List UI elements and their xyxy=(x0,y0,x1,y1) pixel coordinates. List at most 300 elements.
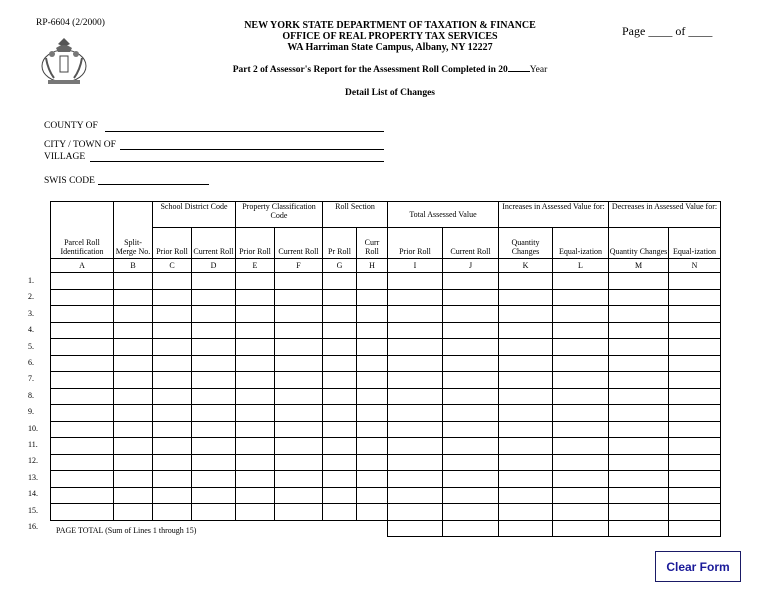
row-number: 1. xyxy=(28,276,34,285)
table-row xyxy=(51,438,721,455)
input-cell[interactable] xyxy=(153,471,192,488)
input-cell[interactable] xyxy=(51,355,114,372)
blank-cell xyxy=(192,520,236,537)
input-cell[interactable] xyxy=(388,438,443,455)
input-cell[interactable] xyxy=(499,388,553,405)
input-cell[interactable] xyxy=(609,388,669,405)
input-cell[interactable] xyxy=(388,504,443,521)
input-cell[interactable] xyxy=(388,355,443,372)
input-cell[interactable] xyxy=(236,421,275,438)
input-cell[interactable] xyxy=(114,487,153,504)
input-cell[interactable] xyxy=(51,273,114,290)
input-cell[interactable] xyxy=(236,273,275,290)
input-cell[interactable] xyxy=(357,289,388,306)
input-cell[interactable] xyxy=(553,372,609,389)
report-part-suffix: Year xyxy=(529,65,548,75)
input-cell[interactable] xyxy=(609,306,669,323)
input-cell[interactable] xyxy=(609,289,669,306)
input-cell[interactable] xyxy=(114,504,153,521)
table-row xyxy=(51,339,721,356)
col-b-header: Split-Merge No. xyxy=(114,202,153,259)
input-cell[interactable] xyxy=(153,355,192,372)
input-cell[interactable] xyxy=(192,405,236,422)
input-cell[interactable] xyxy=(192,471,236,488)
input-cell[interactable] xyxy=(323,273,357,290)
row-number: 6. xyxy=(28,358,34,367)
input-cell[interactable] xyxy=(443,405,499,422)
decreases-group: Decreases in Assessed Value for: xyxy=(609,202,721,228)
col-m-header: Quantity Changes xyxy=(609,228,669,259)
input-cell[interactable] xyxy=(192,289,236,306)
input-cell[interactable] xyxy=(443,273,499,290)
table-row xyxy=(51,421,721,438)
input-cell[interactable] xyxy=(669,355,721,372)
input-cell[interactable] xyxy=(323,355,357,372)
input-cell[interactable] xyxy=(609,372,669,389)
input-cell[interactable] xyxy=(388,372,443,389)
table-row xyxy=(51,289,721,306)
input-cell[interactable] xyxy=(236,471,275,488)
input-cell[interactable] xyxy=(275,355,323,372)
input-cell[interactable] xyxy=(499,372,553,389)
input-cell[interactable] xyxy=(51,471,114,488)
input-cell[interactable] xyxy=(357,438,388,455)
input-cell[interactable] xyxy=(499,471,553,488)
input-cell[interactable] xyxy=(114,372,153,389)
input-cell[interactable] xyxy=(323,339,357,356)
input-cell[interactable] xyxy=(153,306,192,323)
input-cell[interactable] xyxy=(192,421,236,438)
row-number: 4. xyxy=(28,325,34,335)
input-cell[interactable] xyxy=(192,388,236,405)
input-cell[interactable] xyxy=(669,273,721,290)
blank-cell xyxy=(357,520,388,537)
input-cell[interactable] xyxy=(236,388,275,405)
city-town-label: CITY / TOWN OF xyxy=(44,140,116,150)
input-cell[interactable] xyxy=(323,487,357,504)
input-cell[interactable] xyxy=(669,454,721,471)
row-number: 14. xyxy=(28,489,38,499)
input-cell[interactable] xyxy=(192,487,236,504)
input-cell[interactable] xyxy=(153,504,192,521)
input-cell[interactable] xyxy=(153,421,192,438)
input-cell[interactable] xyxy=(388,388,443,405)
input-cell[interactable] xyxy=(51,372,114,389)
input-cell[interactable] xyxy=(153,273,192,290)
input-cell[interactable] xyxy=(153,289,192,306)
village-field[interactable] xyxy=(90,161,384,162)
col-d-header: Current Roll xyxy=(192,228,236,259)
column-letter: N xyxy=(669,259,721,273)
input-cell[interactable] xyxy=(609,504,669,521)
col-c-header: Prior Roll xyxy=(153,228,192,259)
input-cell[interactable] xyxy=(388,306,443,323)
input-cell[interactable] xyxy=(275,306,323,323)
input-cell[interactable] xyxy=(51,487,114,504)
input-cell[interactable] xyxy=(669,388,721,405)
roll-section-group: Roll Section xyxy=(323,202,388,228)
input-cell[interactable] xyxy=(388,421,443,438)
input-cell[interactable] xyxy=(443,388,499,405)
column-letter: B xyxy=(114,259,153,273)
table-row xyxy=(51,388,721,405)
column-letter: I xyxy=(388,259,443,273)
header-address: WA Harriman State Campus, Albany, NY 12227 xyxy=(287,42,493,53)
input-cell[interactable] xyxy=(443,487,499,504)
input-cell[interactable] xyxy=(388,487,443,504)
input-cell[interactable] xyxy=(499,322,553,339)
input-cell[interactable] xyxy=(553,289,609,306)
data-rows xyxy=(51,273,721,537)
input-cell[interactable] xyxy=(553,306,609,323)
input-cell[interactable] xyxy=(192,322,236,339)
col-l-header: Equal-ization xyxy=(553,228,609,259)
input-cell[interactable] xyxy=(609,322,669,339)
input-cell[interactable] xyxy=(669,471,721,488)
column-letter-row xyxy=(51,259,721,273)
input-cell[interactable] xyxy=(669,405,721,422)
input-cell[interactable] xyxy=(443,438,499,455)
input-cell[interactable] xyxy=(388,471,443,488)
row-number: 15. xyxy=(28,505,38,515)
input-cell[interactable] xyxy=(357,273,388,290)
input-cell[interactable] xyxy=(553,504,609,521)
input-cell[interactable] xyxy=(609,339,669,356)
city-town-field[interactable] xyxy=(120,149,384,150)
input-cell[interactable] xyxy=(609,421,669,438)
input-cell[interactable] xyxy=(275,487,323,504)
input-cell[interactable] xyxy=(499,289,553,306)
input-cell[interactable] xyxy=(323,372,357,389)
input-cell[interactable] xyxy=(323,438,357,455)
page-total-cell[interactable] xyxy=(499,520,553,537)
input-cell[interactable] xyxy=(236,504,275,521)
col-g-header: Pr Roll xyxy=(323,228,357,259)
input-cell[interactable] xyxy=(443,306,499,323)
input-cell[interactable] xyxy=(357,504,388,521)
input-cell[interactable] xyxy=(323,504,357,521)
input-cell[interactable] xyxy=(236,306,275,323)
input-cell[interactable] xyxy=(609,487,669,504)
row-number: 9. xyxy=(28,407,34,417)
input-cell[interactable] xyxy=(114,273,153,290)
input-cell[interactable] xyxy=(192,273,236,290)
col-k-header: Quantity Changes xyxy=(499,228,553,259)
input-cell[interactable] xyxy=(236,355,275,372)
county-field[interactable] xyxy=(105,131,384,132)
input-cell[interactable] xyxy=(236,372,275,389)
input-cell[interactable] xyxy=(443,372,499,389)
report-part-title xyxy=(200,65,580,75)
input-cell[interactable] xyxy=(609,273,669,290)
input-cell[interactable] xyxy=(553,454,609,471)
column-letter: K xyxy=(499,259,553,273)
input-cell[interactable] xyxy=(275,438,323,455)
input-cell[interactable] xyxy=(357,306,388,323)
input-cell[interactable] xyxy=(51,504,114,521)
input-cell[interactable] xyxy=(275,454,323,471)
input-cell[interactable] xyxy=(609,471,669,488)
input-cell[interactable] xyxy=(275,289,323,306)
input-cell[interactable] xyxy=(669,322,721,339)
table-row xyxy=(51,273,721,290)
row-number: 3. xyxy=(28,308,34,318)
input-cell[interactable] xyxy=(236,289,275,306)
input-cell[interactable] xyxy=(669,372,721,389)
input-cell[interactable] xyxy=(114,355,153,372)
row-number: 8. xyxy=(28,390,34,400)
blank-cell xyxy=(236,520,275,537)
input-cell[interactable] xyxy=(357,388,388,405)
input-cell[interactable] xyxy=(669,438,721,455)
input-cell[interactable] xyxy=(51,405,114,422)
input-cell[interactable] xyxy=(499,487,553,504)
input-cell[interactable] xyxy=(153,487,192,504)
input-cell[interactable] xyxy=(192,339,236,356)
table-row xyxy=(51,306,721,323)
input-cell[interactable] xyxy=(323,471,357,488)
input-cell[interactable] xyxy=(275,273,323,290)
input-cell[interactable] xyxy=(388,273,443,290)
input-cell[interactable] xyxy=(669,504,721,521)
page-total-label: PAGE TOTAL (Sum of Lines 1 through 15) xyxy=(56,526,197,535)
input-cell[interactable] xyxy=(114,454,153,471)
input-cell[interactable] xyxy=(669,339,721,356)
input-cell[interactable] xyxy=(114,339,153,356)
page-total-cell[interactable] xyxy=(388,520,443,537)
input-cell[interactable] xyxy=(153,339,192,356)
input-cell[interactable] xyxy=(51,339,114,356)
input-cell[interactable] xyxy=(114,289,153,306)
input-cell[interactable] xyxy=(388,339,443,356)
input-cell[interactable] xyxy=(153,438,192,455)
input-cell[interactable] xyxy=(275,322,323,339)
table-row xyxy=(51,487,721,504)
input-cell[interactable] xyxy=(357,421,388,438)
county-label: COUNTY OF xyxy=(44,121,98,131)
input-cell[interactable] xyxy=(499,421,553,438)
row-number: 13. xyxy=(28,472,38,482)
input-cell[interactable] xyxy=(357,339,388,356)
input-cell[interactable] xyxy=(443,471,499,488)
input-cell[interactable] xyxy=(443,454,499,471)
row-number: 2. xyxy=(28,292,34,302)
input-cell[interactable] xyxy=(323,306,357,323)
page-total-cell[interactable] xyxy=(609,520,669,537)
input-cell[interactable] xyxy=(553,438,609,455)
input-cell[interactable] xyxy=(443,355,499,372)
column-letter: D xyxy=(192,259,236,273)
input-cell[interactable] xyxy=(153,388,192,405)
col-h-header: Curr Roll xyxy=(357,228,388,259)
input-cell[interactable] xyxy=(609,355,669,372)
table-row xyxy=(51,322,721,339)
input-cell[interactable] xyxy=(51,289,114,306)
input-cell[interactable] xyxy=(553,322,609,339)
input-cell[interactable] xyxy=(114,306,153,323)
col-j-header: Current Roll xyxy=(443,228,499,259)
header-office: OFFICE OF REAL PROPERTY TAX SERVICES xyxy=(282,31,498,42)
page-total-cell[interactable] xyxy=(553,520,609,537)
input-cell[interactable] xyxy=(114,322,153,339)
input-cell[interactable] xyxy=(499,339,553,356)
detail-list-title: Detail List of Changes xyxy=(345,88,435,98)
input-cell[interactable] xyxy=(114,405,153,422)
input-cell[interactable] xyxy=(357,454,388,471)
input-cell[interactable] xyxy=(51,438,114,455)
input-cell[interactable] xyxy=(499,405,553,422)
input-cell[interactable] xyxy=(669,421,721,438)
table-row xyxy=(51,454,721,471)
input-cell[interactable] xyxy=(153,454,192,471)
input-cell[interactable] xyxy=(275,372,323,389)
new-york-state-seal xyxy=(38,36,90,86)
input-cell[interactable] xyxy=(669,306,721,323)
input-cell[interactable] xyxy=(192,504,236,521)
input-cell[interactable] xyxy=(236,454,275,471)
input-cell[interactable] xyxy=(51,421,114,438)
input-cell[interactable] xyxy=(192,355,236,372)
input-cell[interactable] xyxy=(553,355,609,372)
input-cell[interactable] xyxy=(669,487,721,504)
input-cell[interactable] xyxy=(443,289,499,306)
column-letter: F xyxy=(275,259,323,273)
input-cell[interactable] xyxy=(323,421,357,438)
input-cell[interactable] xyxy=(443,339,499,356)
school-district-group: School District Code xyxy=(153,202,236,228)
input-cell[interactable] xyxy=(553,405,609,422)
input-cell[interactable] xyxy=(192,454,236,471)
column-letter: E xyxy=(236,259,275,273)
input-cell[interactable] xyxy=(192,372,236,389)
input-cell[interactable] xyxy=(114,421,153,438)
column-letter: G xyxy=(323,259,357,273)
input-cell[interactable] xyxy=(51,322,114,339)
column-letter: C xyxy=(153,259,192,273)
input-cell[interactable] xyxy=(153,372,192,389)
input-cell[interactable] xyxy=(114,438,153,455)
form-id: RP-6604 (2/2000) xyxy=(36,18,105,28)
input-cell[interactable] xyxy=(388,454,443,471)
property-class-group: Property Classification Code xyxy=(236,202,323,228)
table-row xyxy=(51,405,721,422)
input-cell[interactable] xyxy=(323,405,357,422)
page-number-label: Page ____ of ____ xyxy=(622,24,713,38)
input-cell[interactable] xyxy=(669,289,721,306)
input-cell[interactable] xyxy=(51,306,114,323)
input-cell[interactable] xyxy=(553,471,609,488)
row-number: 12. xyxy=(28,456,38,466)
input-cell[interactable] xyxy=(499,355,553,372)
input-cell[interactable] xyxy=(275,471,323,488)
table-row xyxy=(51,372,721,389)
page-total-cell[interactable] xyxy=(443,520,499,537)
input-cell[interactable] xyxy=(236,438,275,455)
input-cell[interactable] xyxy=(192,438,236,455)
input-cell[interactable] xyxy=(357,487,388,504)
input-cell[interactable] xyxy=(609,405,669,422)
col-n-header: Equal-ization xyxy=(669,228,721,259)
input-cell[interactable] xyxy=(153,322,192,339)
column-letter: L xyxy=(553,259,609,273)
col-e-header: Prior Roll xyxy=(236,228,275,259)
input-cell[interactable] xyxy=(236,487,275,504)
year-blank[interactable] xyxy=(508,71,530,72)
input-cell[interactable] xyxy=(609,438,669,455)
input-cell[interactable] xyxy=(114,388,153,405)
input-cell[interactable] xyxy=(499,306,553,323)
column-letter: A xyxy=(51,259,114,273)
input-cell[interactable] xyxy=(51,454,114,471)
table-row xyxy=(51,504,721,521)
input-cell[interactable] xyxy=(323,322,357,339)
input-cell[interactable] xyxy=(443,322,499,339)
input-cell[interactable] xyxy=(114,471,153,488)
input-cell[interactable] xyxy=(443,421,499,438)
input-cell[interactable] xyxy=(553,339,609,356)
input-cell[interactable] xyxy=(323,454,357,471)
input-cell[interactable] xyxy=(443,504,499,521)
blank-cell xyxy=(275,520,323,537)
input-cell[interactable] xyxy=(553,273,609,290)
input-cell[interactable] xyxy=(357,471,388,488)
input-cell[interactable] xyxy=(553,487,609,504)
input-cell[interactable] xyxy=(275,421,323,438)
col-i-header: Prior Roll xyxy=(388,228,443,259)
input-cell[interactable] xyxy=(388,289,443,306)
page-total-cell[interactable] xyxy=(669,520,721,537)
input-cell[interactable] xyxy=(153,405,192,422)
input-cell[interactable] xyxy=(275,405,323,422)
input-cell[interactable] xyxy=(553,388,609,405)
column-letter: H xyxy=(357,259,388,273)
input-cell[interactable] xyxy=(51,388,114,405)
header-department: NEW YORK STATE DEPARTMENT OF TAXATION & FINANCE xyxy=(244,20,536,31)
input-cell[interactable] xyxy=(357,322,388,339)
input-cell[interactable] xyxy=(499,504,553,521)
input-cell[interactable] xyxy=(553,421,609,438)
table-row xyxy=(51,355,721,372)
swis-code-label: SWIS CODE xyxy=(44,176,95,186)
swis-code-field[interactable] xyxy=(98,184,209,185)
input-cell[interactable] xyxy=(357,355,388,372)
input-cell[interactable] xyxy=(275,339,323,356)
input-cell[interactable] xyxy=(236,339,275,356)
input-cell[interactable] xyxy=(388,405,443,422)
input-cell[interactable] xyxy=(499,273,553,290)
blank-cell xyxy=(323,520,357,537)
report-part-prefix: Part 2 of Assessor's Report for the Assessment Roll Completed in 20 xyxy=(232,65,508,75)
input-cell[interactable] xyxy=(275,388,323,405)
input-cell[interactable] xyxy=(357,405,388,422)
input-cell[interactable] xyxy=(499,454,553,471)
input-cell[interactable] xyxy=(323,388,357,405)
input-cell[interactable] xyxy=(275,504,323,521)
changes-table xyxy=(50,201,721,537)
input-cell[interactable] xyxy=(236,322,275,339)
increases-group: Increases in Assessed Value for: xyxy=(499,202,609,228)
row-number: 16. xyxy=(28,522,38,531)
input-cell[interactable] xyxy=(236,405,275,422)
clear-form-button[interactable]: Clear Form xyxy=(655,551,741,582)
input-cell[interactable] xyxy=(499,438,553,455)
col-a-header: Parcel Roll Identification xyxy=(51,202,114,259)
input-cell[interactable] xyxy=(192,306,236,323)
input-cell[interactable] xyxy=(357,372,388,389)
input-cell[interactable] xyxy=(609,454,669,471)
input-cell[interactable] xyxy=(388,322,443,339)
input-cell[interactable] xyxy=(323,289,357,306)
